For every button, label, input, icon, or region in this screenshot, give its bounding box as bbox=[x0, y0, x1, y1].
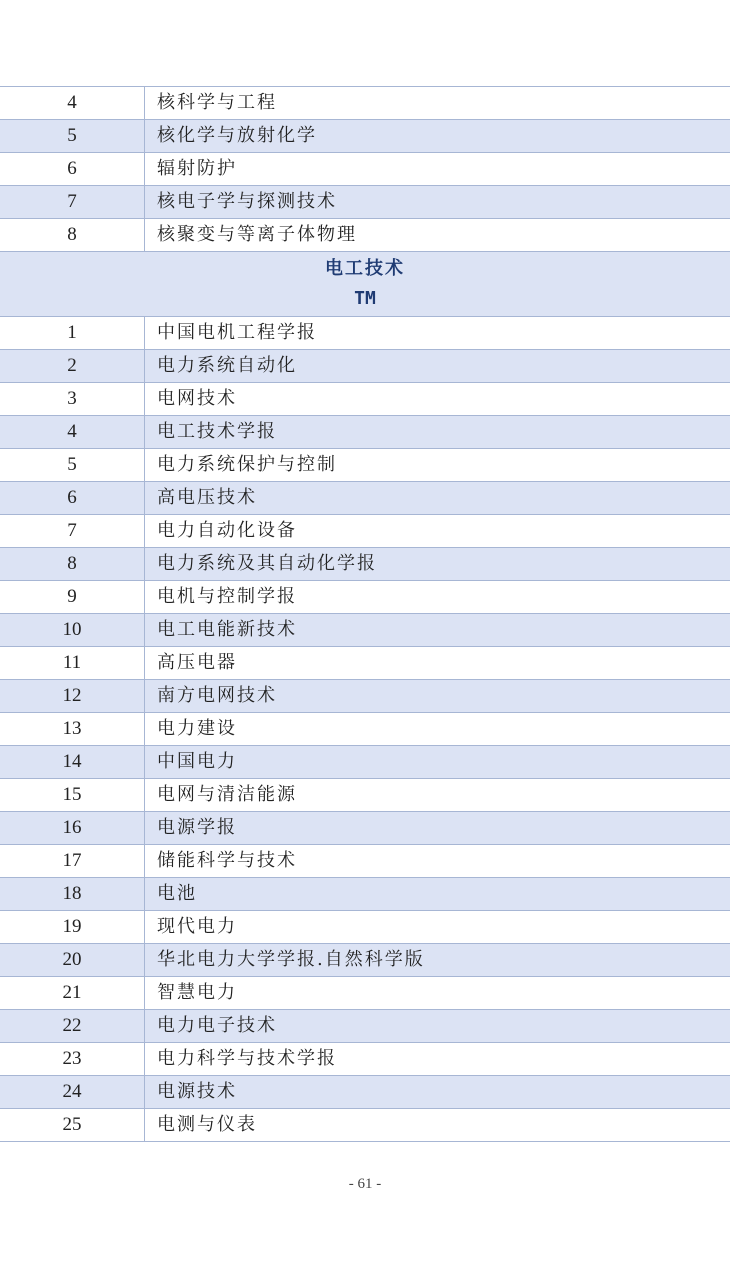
row-number: 13 bbox=[0, 713, 145, 746]
row-number: 19 bbox=[0, 911, 145, 944]
journal-name: 电源学报 bbox=[145, 812, 730, 845]
journal-name: 高电压技术 bbox=[145, 482, 730, 515]
row-number: 23 bbox=[0, 1043, 145, 1076]
journal-name: 核科学与工程 bbox=[145, 87, 730, 120]
section-code: TM bbox=[354, 288, 376, 309]
journal-name: 电力系统保护与控制 bbox=[145, 449, 730, 482]
row-number: 5 bbox=[0, 120, 145, 153]
journal-name: 电网技术 bbox=[145, 383, 730, 416]
page-number: - 61 - bbox=[348, 1176, 382, 1192]
journal-name: 智慧电力 bbox=[145, 977, 730, 1010]
table-row bbox=[0, 482, 730, 515]
table-row bbox=[0, 1109, 730, 1142]
section-header-row bbox=[0, 252, 730, 317]
row-number: 3 bbox=[0, 383, 145, 416]
journal-name: 中国电机工程学报 bbox=[145, 317, 730, 350]
table-row bbox=[0, 449, 730, 482]
section-header bbox=[0, 252, 730, 317]
table-row bbox=[0, 647, 730, 680]
table-row bbox=[0, 416, 730, 449]
journal-name: 电力系统及其自动化学报 bbox=[145, 548, 730, 581]
table-row bbox=[0, 548, 730, 581]
table-row bbox=[0, 120, 730, 153]
row-number: 7 bbox=[0, 186, 145, 219]
journal-name: 电机与控制学报 bbox=[145, 581, 730, 614]
table-row bbox=[0, 383, 730, 416]
journal-name: 辐射防护 bbox=[145, 153, 730, 186]
journal-name: 现代电力 bbox=[145, 911, 730, 944]
row-number: 7 bbox=[0, 515, 145, 548]
row-number: 8 bbox=[0, 219, 145, 252]
table-row bbox=[0, 812, 730, 845]
table-row bbox=[0, 614, 730, 647]
row-number: 4 bbox=[0, 416, 145, 449]
table-row bbox=[0, 186, 730, 219]
journal-name: 电力自动化设备 bbox=[145, 515, 730, 548]
table-row bbox=[0, 317, 730, 350]
table-row bbox=[0, 153, 730, 186]
table-row bbox=[0, 581, 730, 614]
row-number: 24 bbox=[0, 1076, 145, 1109]
table-row bbox=[0, 680, 730, 713]
journal-name: 中国电力 bbox=[145, 746, 730, 779]
row-number: 2 bbox=[0, 350, 145, 383]
table-row bbox=[0, 977, 730, 1010]
row-number: 6 bbox=[0, 153, 145, 186]
table-row bbox=[0, 87, 730, 120]
journal-name: 核聚变与等离子体物理 bbox=[145, 219, 730, 252]
journal-name: 高压电器 bbox=[145, 647, 730, 680]
row-number: 14 bbox=[0, 746, 145, 779]
row-number: 10 bbox=[0, 614, 145, 647]
table-row bbox=[0, 944, 730, 977]
table-row bbox=[0, 746, 730, 779]
table-row bbox=[0, 1043, 730, 1076]
journal-name: 储能科学与技术 bbox=[145, 845, 730, 878]
journal-name: 核电子学与探测技术 bbox=[145, 186, 730, 219]
journal-name: 电力科学与技术学报 bbox=[145, 1043, 730, 1076]
journal-name: 华北电力大学学报.自然科学版 bbox=[145, 944, 730, 977]
table-row bbox=[0, 845, 730, 878]
row-number: 8 bbox=[0, 548, 145, 581]
journal-name: 电力建设 bbox=[145, 713, 730, 746]
row-number: 20 bbox=[0, 944, 145, 977]
row-number: 16 bbox=[0, 812, 145, 845]
row-number: 11 bbox=[0, 647, 145, 680]
journal-name: 电源技术 bbox=[145, 1076, 730, 1109]
journal-name: 南方电网技术 bbox=[145, 680, 730, 713]
row-number: 17 bbox=[0, 845, 145, 878]
row-number: 12 bbox=[0, 680, 145, 713]
row-number: 15 bbox=[0, 779, 145, 812]
table-row bbox=[0, 713, 730, 746]
journal-name: 电工技术学报 bbox=[145, 416, 730, 449]
row-number: 21 bbox=[0, 977, 145, 1010]
row-number: 5 bbox=[0, 449, 145, 482]
journal-name: 核化学与放射化学 bbox=[145, 120, 730, 153]
journal-name: 电力电子技术 bbox=[145, 1010, 730, 1043]
row-number: 6 bbox=[0, 482, 145, 515]
row-number: 22 bbox=[0, 1010, 145, 1043]
table-row bbox=[0, 779, 730, 812]
table-row bbox=[0, 1076, 730, 1109]
journal-name: 电网与清洁能源 bbox=[145, 779, 730, 812]
table-row bbox=[0, 350, 730, 383]
table-row bbox=[0, 219, 730, 252]
journal-table bbox=[0, 86, 730, 1142]
journal-name: 电力系统自动化 bbox=[145, 350, 730, 383]
row-number: 1 bbox=[0, 317, 145, 350]
journal-name: 电池 bbox=[145, 878, 730, 911]
row-number: 18 bbox=[0, 878, 145, 911]
journal-name: 电工电能新技术 bbox=[145, 614, 730, 647]
table-row bbox=[0, 1010, 730, 1043]
journal-name: 电测与仪表 bbox=[145, 1109, 730, 1142]
table-row bbox=[0, 878, 730, 911]
row-number: 4 bbox=[0, 87, 145, 120]
table-row bbox=[0, 911, 730, 944]
table-row bbox=[0, 515, 730, 548]
row-number: 9 bbox=[0, 581, 145, 614]
row-number: 25 bbox=[0, 1109, 145, 1142]
section-title: 电工技术 bbox=[325, 258, 405, 279]
